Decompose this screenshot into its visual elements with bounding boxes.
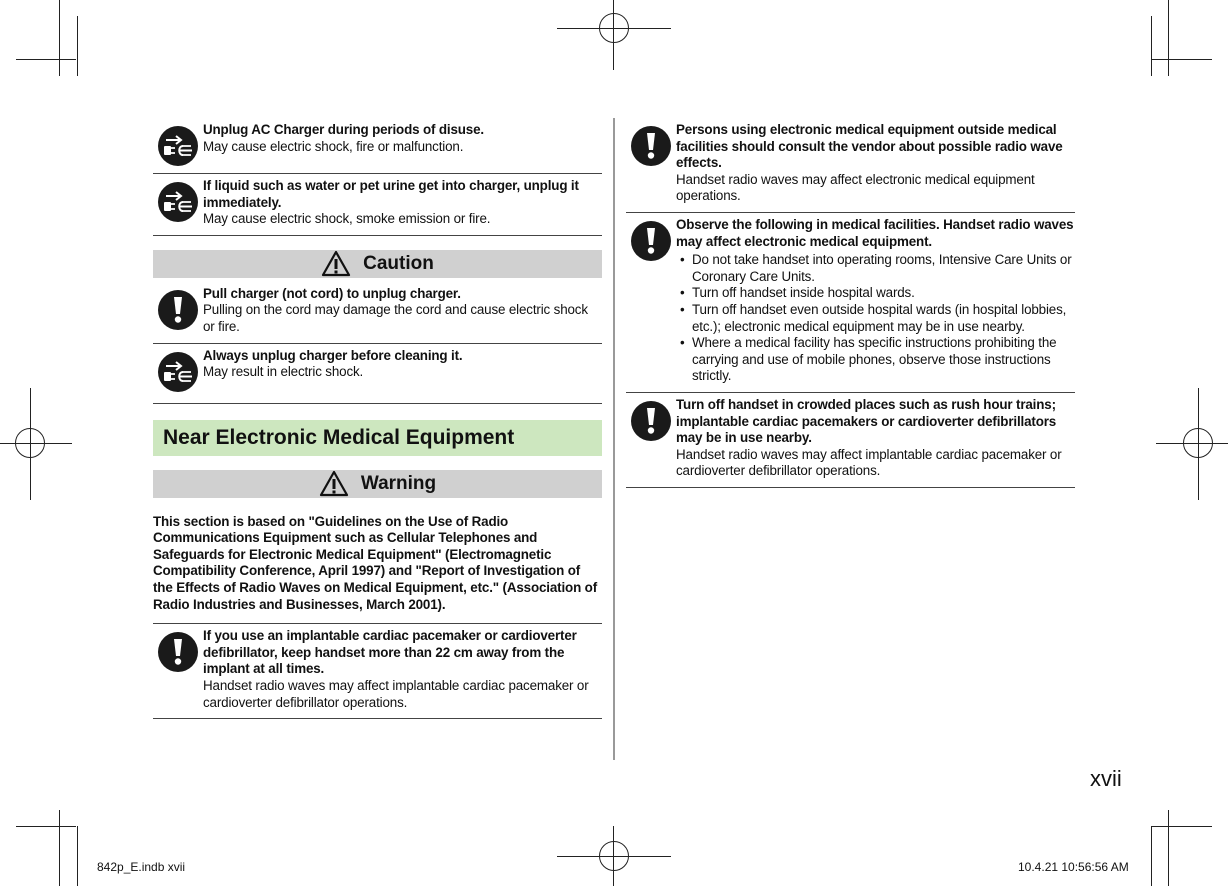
item-heading: Observe the following in medical facilities. Handset radio waves may affect electronic medical equipment.	[676, 216, 1074, 249]
unplug-icon	[158, 126, 198, 166]
item-heading: If liquid such as water or pet urine get into charger, unplug it immediately.	[203, 178, 579, 210]
list-item	[626, 393, 1075, 488]
item-heading: Pull charger (not cord) to unplug charger.	[203, 285, 461, 301]
item-body: Handset radio waves may affect implantable cardiac pacemaker or cardioverter defibrillator operations.	[676, 446, 1062, 479]
list-item	[626, 213, 1075, 393]
bullet-item: • Turn off handset even outside hospital wards (in hospital lobbies, etc.); electronic medical equipment may be in use nearby.	[676, 302, 1075, 335]
right-column	[626, 118, 1075, 488]
exclamation-icon	[631, 126, 671, 166]
exclamation-icon	[631, 401, 671, 441]
item-body: May cause electric shock, smoke emission or fire.	[203, 211, 491, 227]
page-number: xvii	[1090, 766, 1122, 791]
list-item	[626, 118, 1075, 213]
caution-label: Caution	[363, 252, 434, 274]
item-heading: Turn off handset in crowded places such as rush hour trains; implantable cardiac pacemakers or cardioverter defibrillators may be in use nearby.	[676, 396, 1057, 446]
section-title: Near Electronic Medical Equipment	[153, 420, 602, 456]
bullet-item: • Where a medical facility has specific instructions prohibiting the carrying and use of mobile phones, observe those instructions strictly.	[676, 335, 1075, 385]
warning-label: Warning	[360, 472, 437, 494]
unplug-icon	[158, 182, 198, 222]
item-heading: Unplug AC Charger during periods of disuse.	[203, 122, 484, 137]
left-column	[153, 118, 602, 719]
item-heading: Persons using electronic medical equipment outside medical facilities should consult the vendor about possible radio wave effects.	[676, 122, 1063, 171]
list-item	[153, 174, 602, 236]
warning-banner	[153, 470, 602, 498]
warning-triangle-icon	[321, 250, 351, 277]
item-body: Handset radio waves may affect implantable cardiac pacemaker or cardioverter defibrillator operations.	[203, 677, 589, 710]
exclamation-icon	[158, 290, 198, 330]
list-item	[153, 282, 602, 344]
exclamation-icon	[631, 221, 671, 261]
item-body: Handset radio waves may affect electronic medical equipment operations.	[676, 171, 1035, 204]
item-heading: Always unplug charger before cleaning it.	[203, 347, 463, 363]
list-item	[153, 344, 602, 404]
unplug-icon	[158, 352, 198, 392]
slug-file: 842p_E.indb xvii	[97, 860, 186, 874]
list-item	[153, 118, 602, 174]
section-intro: This section is based on "Guidelines on the Use of Radio Communications Equipment such as Cellular Telephones and Safeguards for Electronic Medical Equipment" (Electromagnetic Compatibility Conference, April 1997) and "Report of Investigation of the Effects of Radio Waves on Medical Equipment, etc." (Association of Radio Industries and Businesses, March 2001).	[153, 513, 598, 612]
item-body: May result in electric shock.	[203, 364, 364, 380]
bullet-list	[676, 252, 1075, 385]
warning-triangle-icon	[319, 470, 349, 497]
bullet-item: • Turn off handset inside hospital wards.	[676, 285, 1075, 302]
item-body: May cause electric shock, fire or malfunction.	[203, 138, 464, 154]
item-heading: If you use an implantable cardiac pacemaker or cardioverter defibrillator, keep handset more than 22 cm away from the implant at all times.	[203, 628, 577, 677]
column-divider	[613, 118, 615, 760]
slug-timestamp: 10.4.21 10:56:56 AM	[1018, 860, 1129, 874]
caution-banner	[153, 250, 602, 278]
exclamation-icon	[158, 632, 198, 672]
bullet-item: • Do not take handset into operating rooms, Intensive Care Units or Coronary Care Units.	[676, 252, 1075, 285]
list-item	[153, 623, 602, 719]
item-body: Pulling on the cord may damage the cord and cause electric shock or fire.	[203, 302, 588, 334]
